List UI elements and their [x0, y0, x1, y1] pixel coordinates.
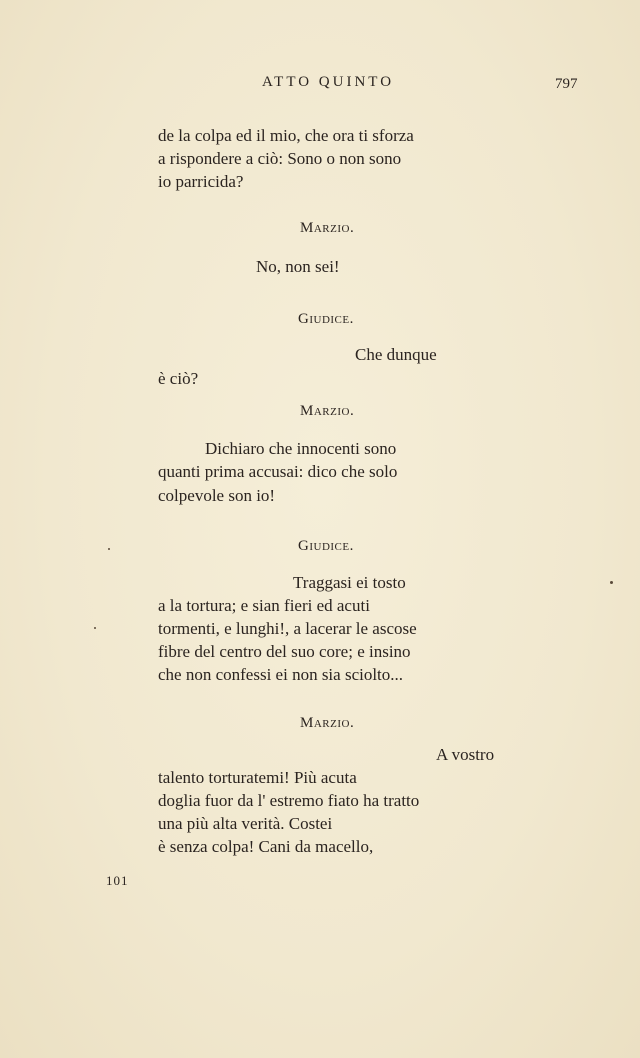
- verse-line: colpevole son io!: [158, 486, 276, 505]
- speaker-name: Giudice.: [298, 538, 354, 554]
- verse-line: una più alta verità. Costei: [158, 814, 333, 833]
- running-head: ATTO QUINTO: [262, 74, 395, 90]
- speaker-name: Marzio.: [300, 403, 355, 419]
- speaker-name: Giudice.: [298, 311, 354, 327]
- paper-speck: [610, 581, 613, 584]
- verse-line: a la tortura; e sian fieri ed acuti: [158, 596, 370, 615]
- verse-line: Dichiaro che innocenti sono: [205, 439, 397, 458]
- verse-line: talento torturatemi! Più acuta: [158, 768, 357, 787]
- verse-line: No, non sei!: [256, 257, 340, 276]
- verse-line: de la colpa ed il mio, che ora ti sforza: [158, 126, 414, 145]
- verse-line: io parricida?: [158, 172, 244, 191]
- signature-mark: 101: [106, 873, 129, 888]
- verse-line: fibre del centro del suo core; e insino: [158, 642, 411, 661]
- speaker-name: Marzio.: [300, 715, 355, 731]
- verse-line: A vostro: [436, 745, 495, 764]
- paper-speck: [94, 627, 96, 629]
- verse-line: Traggasi ei tosto: [293, 573, 406, 592]
- verse-line: che non confessi ei non sia sciolto...: [158, 665, 404, 684]
- verse-line: è ciò?: [158, 369, 199, 388]
- verse-line: è senza colpa! Cani da macello,: [158, 837, 374, 856]
- page-number: 797: [555, 76, 578, 92]
- verse-line: tormenti, e lunghi!, a lacerar le ascose: [158, 619, 417, 638]
- verse-line: a rispondere a ciò: Sono o non sono: [158, 149, 402, 168]
- verse-line: Che dunque: [355, 345, 437, 364]
- verse-line: quanti prima accusai: dico che solo: [158, 462, 398, 481]
- verse-line: doglia fuor da l' estremo fiato ha tratto: [158, 791, 420, 810]
- speaker-name: Marzio.: [300, 220, 355, 236]
- paper-speck: [108, 548, 110, 550]
